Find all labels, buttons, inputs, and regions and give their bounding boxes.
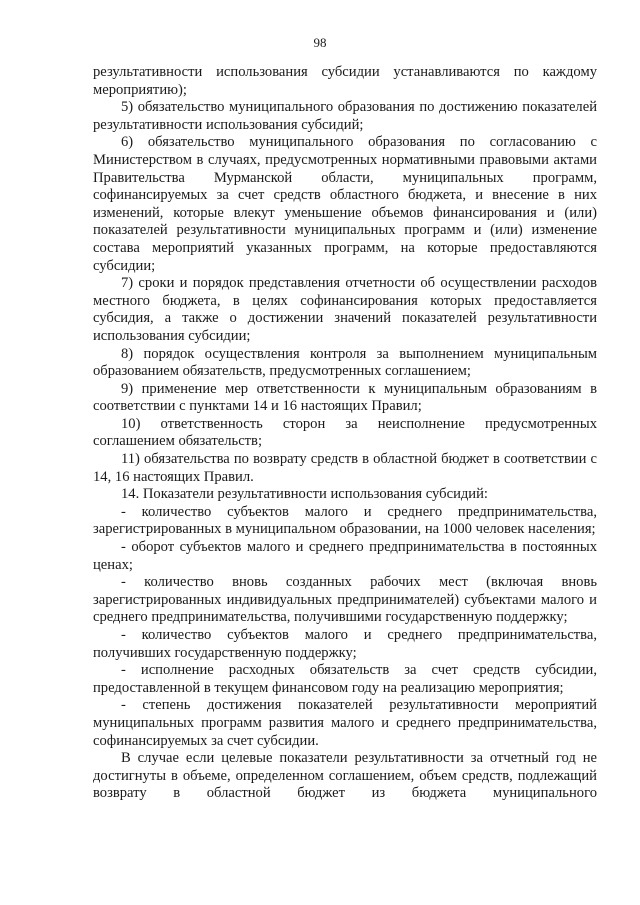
paragraph: 14. Показатели результативности использования субсидий: — [121, 486, 488, 503]
paragraph: - степень достижения показателей результативности мероприятий муниципальных программ развития малого и среднего предпринимательства, софинансируемых за счет субсидии. — [93, 697, 597, 749]
paragraph: 9) применение мер ответственности к муниципальным образованиям в соответствии с пунктами 14 и 16 настоящих Правил; — [93, 380, 597, 415]
paragraph: - исполнение расходных обязательств за счет средств субсидии, предоставленной в текущем финансовом году на реализацию мероприятия; — [93, 662, 597, 696]
paragraph: - оборот субъектов малого и среднего предпринимательства в постоянных ценах; — [93, 539, 597, 573]
page-number: 98 — [313, 35, 327, 50]
paragraph: 10) ответственность сторон за неисполнение предусмотренных соглашением обязательств; — [93, 415, 597, 450]
paragraph: В случае если целевые показатели результативности за отчетный год не достигнуты в объеме, определенном соглашением, объем средств, подлежащий возврату в областной бюджет из бюджета муниципального — [93, 750, 597, 802]
paragraph: результативности использования субсидии устанавливаются по каждому мероприятию); — [93, 64, 597, 98]
paragraph: - количество субъектов малого и среднего предпринимательства, получивших государственную поддержку; — [93, 627, 597, 661]
paragraph: 8) порядок осуществления контроля за выполнением муниципальным образованием обязательств, предусмотренных соглашением; — [93, 345, 597, 380]
paragraph: - количество субъектов малого и среднего предпринимательства, зарегистрированных в муниципальном образовании, на 1000 человек населения; — [93, 503, 597, 538]
paragraph: 7) сроки и порядок представления отчетности об осуществлении расходов местного бюджета, в целях софинансирования которых предоставляется субсидия, а также о достижении значений показателей результативности использования субсидии; — [93, 275, 597, 344]
paragraph: 11) обязательства по возврату средств в областной бюджет в соответствии с 14, 16 настоящих Правил. — [93, 451, 597, 485]
paragraph: 5) обязательство муниципального образования по достижению показателей результативности использования субсидий; — [93, 99, 597, 133]
paragraph: - количество вновь созданных рабочих мест (включая вновь зарегистрированных индивидуальных предпринимателей) субъектами малого и среднего предпринимательства, получившими государственную поддержку; — [93, 574, 597, 626]
paragraph: 6) обязательство муниципального образования по согласованию с Министерством в случаях, предусмотренных нормативными правовыми актами Правительства Мурманской области, муниципальных программ, софинансируемых за счет средств областного бюджета, и внесение в них изменений, которые влекут уменьшение объемов финансирования и (или) показателей результативности муниципальных программ и (или) изменение состава мероприятий указанных программ, на которые предоставляются субсидии; — [93, 134, 597, 274]
document-body — [93, 64, 597, 803]
